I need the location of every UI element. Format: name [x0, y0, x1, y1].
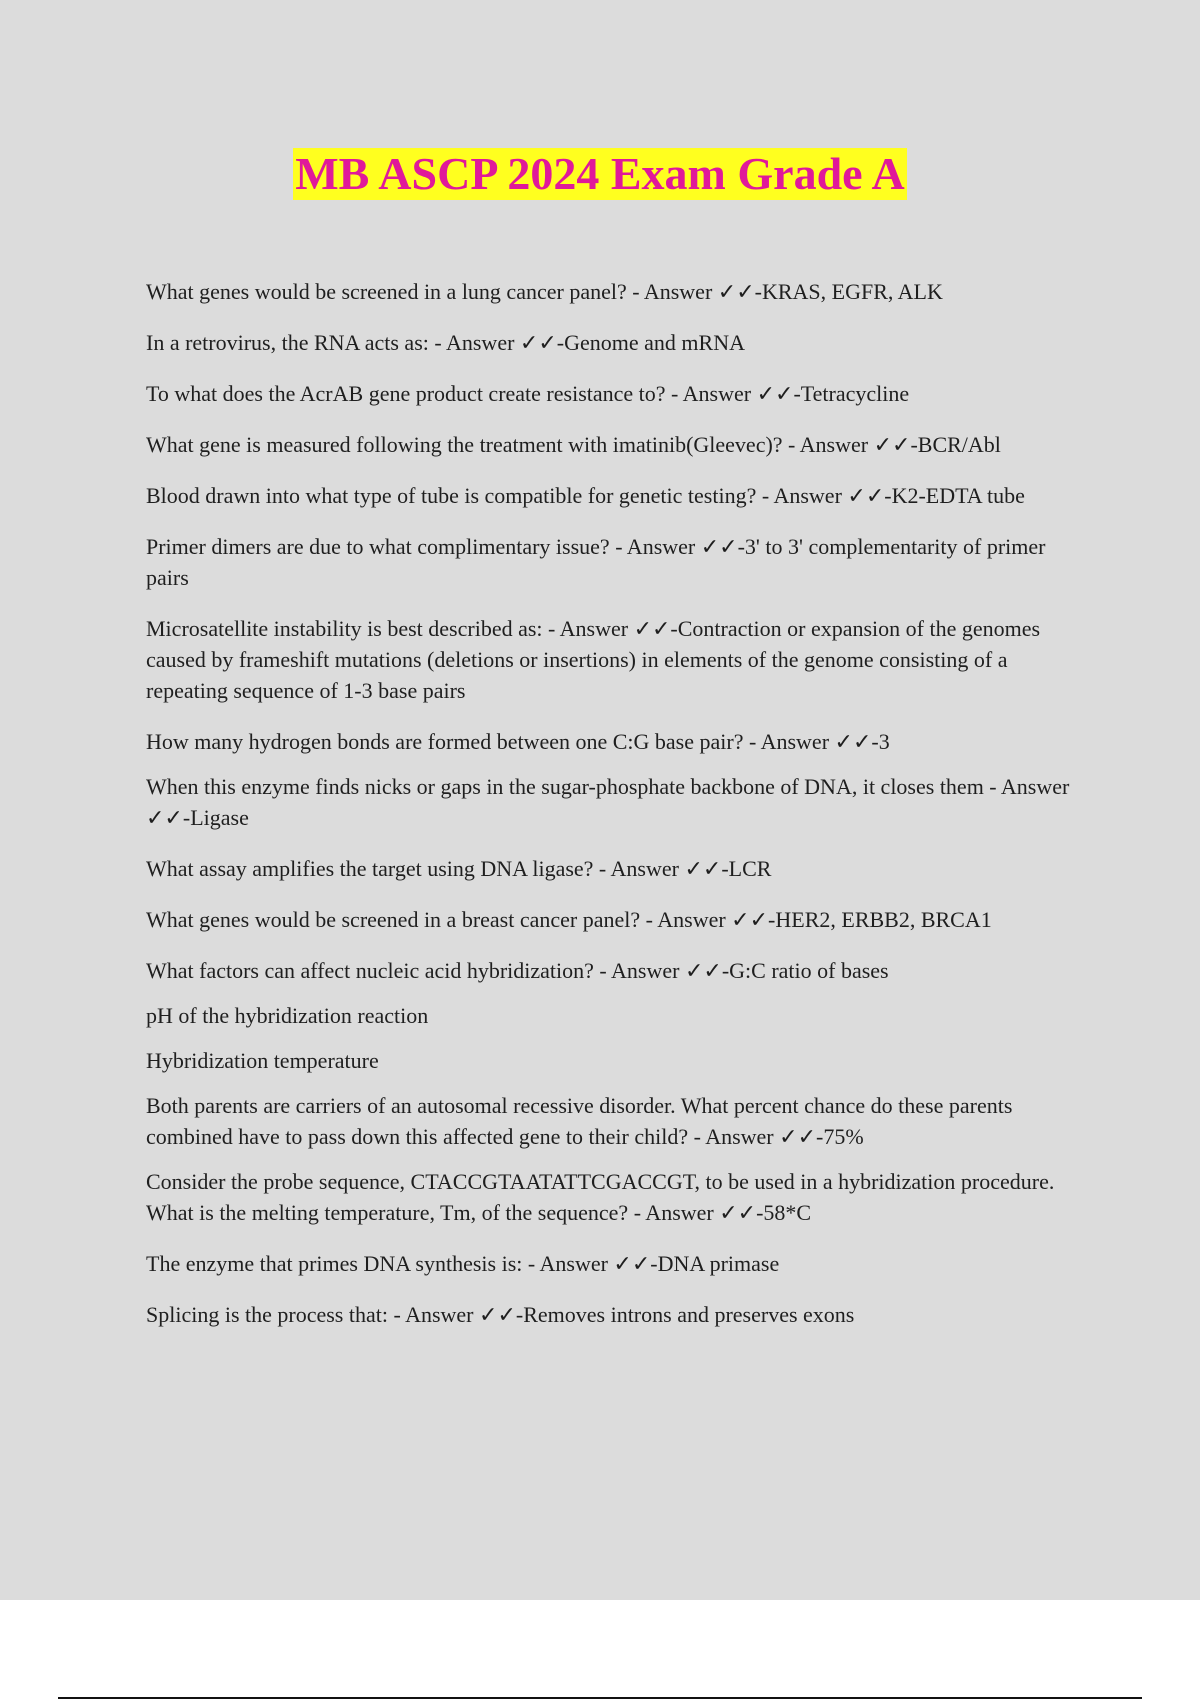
qa-item: Splicing is the process that: - Answer ✓✓-Removes introns and preserves exons — [146, 1302, 855, 1327]
qa-item: How many hydrogen bonds are formed between one C:G base pair? - Answer ✓✓-3 — [146, 729, 890, 754]
qa-item: pH of the hybridization reaction — [146, 1003, 429, 1028]
title-container — [0, 148, 1200, 200]
qa-item: Primer dimers are due to what complimentary issue? - Answer ✓✓-3' to 3' complementarity of primer pairs — [146, 534, 1046, 590]
qa-item: Consider the probe sequence, CTACCGTAATATTCGACCGT, to be used in a hybridization procedure. What is the melting temperature, Tm, of the sequence? - Answer ✓✓-58*C — [146, 1169, 1055, 1225]
qa-list — [146, 276, 1086, 1350]
qa-item: To what does the AcrAB gene product create resistance to? - Answer ✓✓-Tetracycline — [146, 381, 910, 406]
qa-item: When this enzyme finds nicks or gaps in the sugar-phosphate backbone of DNA, it closes them - Answer ✓✓-Ligase — [146, 774, 1070, 830]
qa-item: Blood drawn into what type of tube is compatible for genetic testing? - Answer ✓✓-K2-EDTA tube — [146, 483, 1025, 508]
qa-item: What assay amplifies the target using DNA ligase? - Answer ✓✓-LCR — [146, 856, 772, 881]
qa-item: What genes would be screened in a lung cancer panel? - Answer ✓✓-KRAS, EGFR, ALK — [146, 279, 943, 304]
qa-item: Hybridization temperature — [146, 1048, 379, 1073]
qa-item: What gene is measured following the treatment with imatinib(Gleevec)? - Answer ✓✓-BCR/Abl — [146, 432, 1001, 457]
qa-item: What factors can affect nucleic acid hybridization? - Answer ✓✓-G:C ratio of bases — [146, 958, 889, 983]
qa-item: Both parents are carriers of an autosomal recessive disorder. What percent chance do these parents combined have to pass down this affected gene to their child? - Answer ✓✓-75% — [146, 1093, 1013, 1149]
footer-rule — [58, 1697, 1142, 1699]
qa-item: Microsatellite instability is best described as: - Answer ✓✓-Contraction or expansion of the genomes caused by frameshift mutations (deletions or insertions) in elements of the genome consisting of a repeating sequence of 1-3 base pairs — [146, 616, 1041, 703]
qa-item: In a retrovirus, the RNA acts as: - Answer ✓✓-Genome and mRNA — [146, 330, 745, 355]
qa-item: What genes would be screened in a breast cancer panel? - Answer ✓✓-HER2, ERBB2, BRCA1 — [146, 907, 992, 932]
qa-item: The enzyme that primes DNA synthesis is: - Answer ✓✓-DNA primase — [146, 1251, 780, 1276]
document-title: MB ASCP 2024 Exam Grade A — [295, 148, 905, 199]
